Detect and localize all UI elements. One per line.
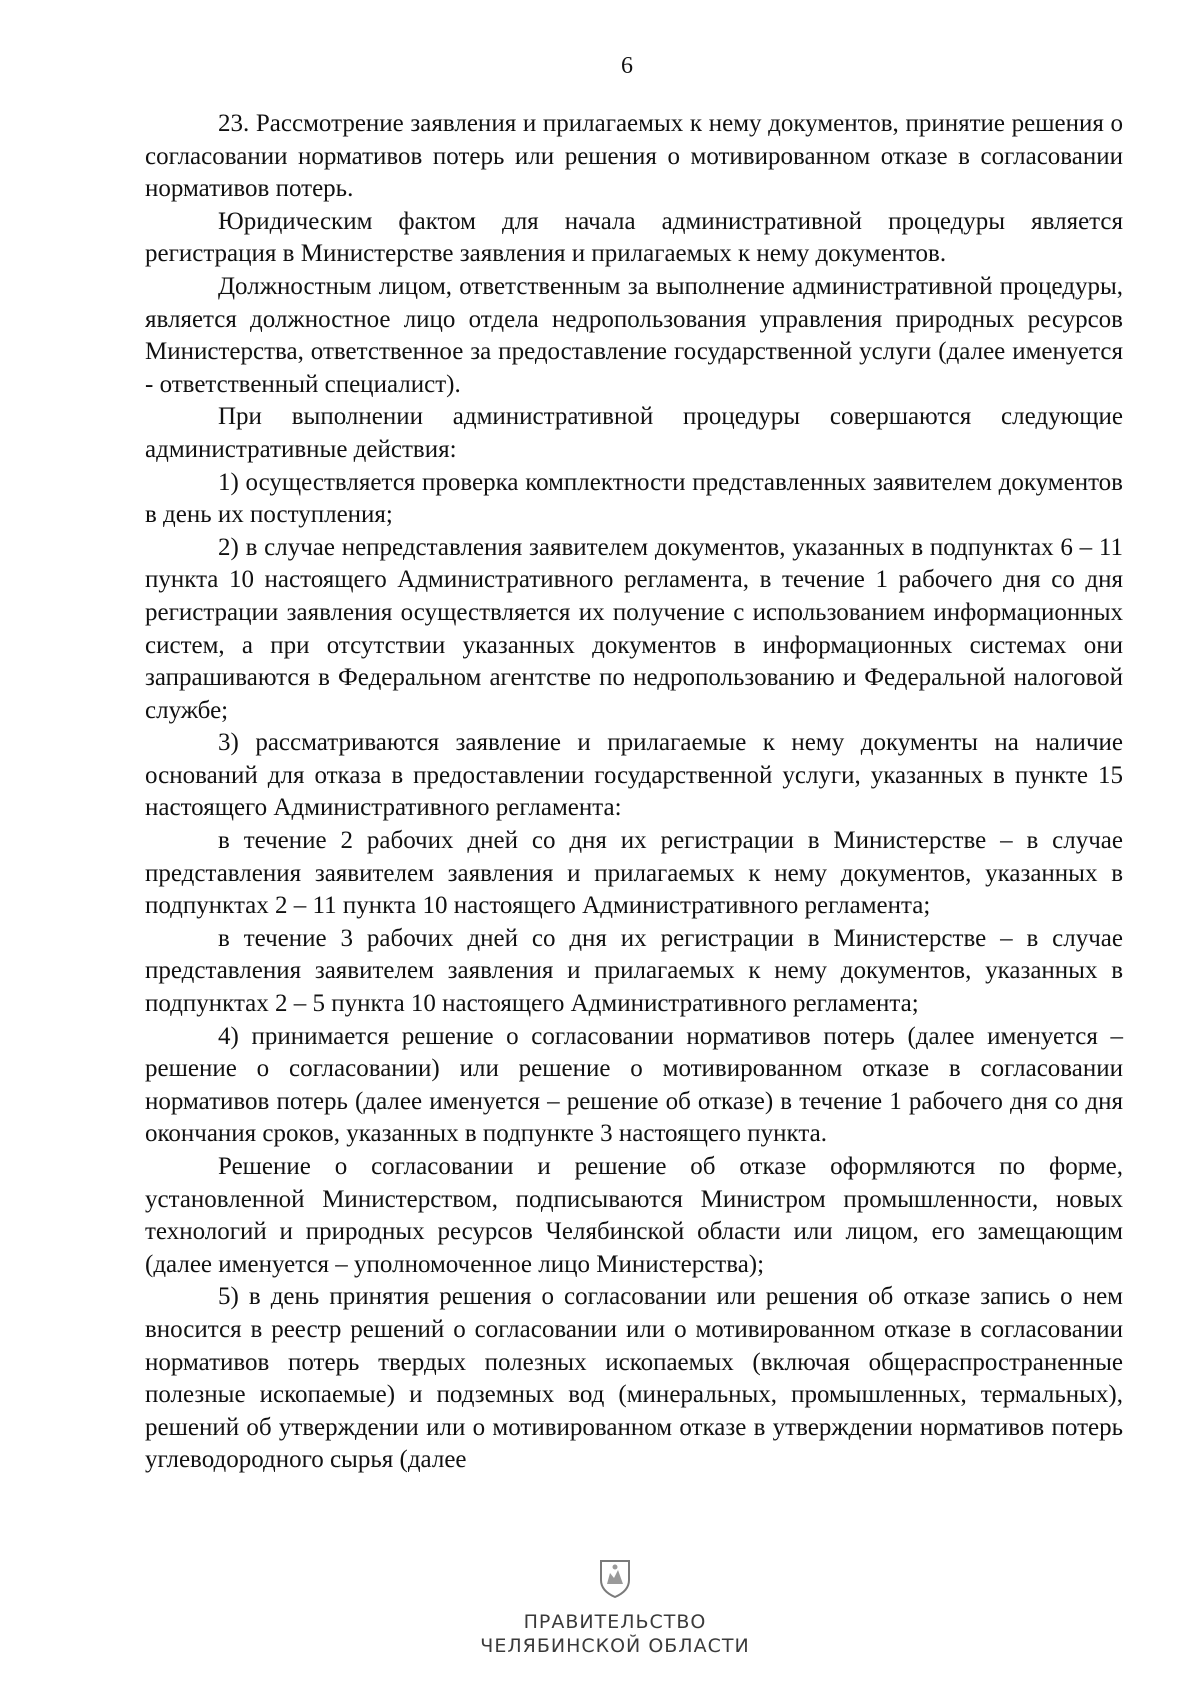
paragraph-item-2: 2) в случае непредставления заявителем документов, указанных в подпунктах 6 – 11 пункта 10 настоящего Административного регламента, в течение 1 рабочего дня со дня регистрации заявления осуществляется их получение с использованием информационных систем, а при отсутствии указанных документов в информационных системах они запрашиваются в Федеральном агентстве по недропользованию и Федеральной налоговой службе; [145,533,1123,724]
paragraph-item-3-term-3-days: в течение 3 рабочих дней со дня их регистрации в Министерстве – в случае представления заявителем заявления и прилагаемых к нему документов, указанных в подпунктах 2 – 5 пункта 10 настоящего Административного регламента; [145,924,1123,1018]
document-body [145,108,1123,1477]
paragraph-item-5: 5) в день принятия решения о согласовании или решения об отказе запись о нем вносится в реестр решений о согласовании или о мотивированном отказе в согласовании нормативов потерь твердых полезных ископаемых (включая общераспространенные полезные ископаемые) и подземных вод (минеральных, промышленных, термальных), решений об утверждении или о мотивированном отказе в утверждении нормативов потерь углеводородного сырья (далее [145,1283,1123,1474]
paragraph-item-3: 3) рассматриваются заявление и прилагаемые к нему документы на наличие оснований для отказа в предоставлении государственной услуги, указанных в пункте 15 настоящего Административного регламента: [145,729,1123,822]
paragraph-actions-intro: При выполнении административной процедуры совершаются следующие административные действия: [145,403,1123,463]
government-stamp [455,1558,775,1668]
paragraph-item-4: 4) принимается решение о согласовании нормативов потерь (далее именуется – решение о согласовании) или решение о мотивированном отказе в согласовании нормативов потерь (далее именуется – решение об отказе) в течение 1 рабочего дня со дня окончания сроков, указанных в подпункте 3 настоящего пункта. [145,1022,1123,1148]
page-number: 6 [621,53,633,79]
paragraph-legal-fact: Юридическим фактом для начала административной процедуры является регистрация в Министерстве заявления и прилагаемых к нему документов. [145,207,1123,268]
paragraph-responsible-official: Должностным лицом, ответственным за выполнение административной процедуры, является должностное лицо отдела недропользования управления природных ресурсов Министерства, ответственное за предоставление государственной услуги (далее именуется - ответственный специалист). [145,272,1123,398]
stamp-line-region: ЧЕЛЯБИНСКОЙ ОБЛАСТИ [480,1635,750,1657]
paragraph-item-1: 1) осуществляется проверка комплектности представленных заявителем документов в день их поступления; [145,468,1123,529]
coat-of-arms-icon [598,1558,632,1598]
paragraph-decision-form: Решение о согласовании и решение об отказе оформляются по форме, установленной Министерством, подписываются Министром промышленности, новых технологий и природных ресурсов Челябинской области или лицом, его замещающим (далее именуется – уполномоченное лицо Министерства); [145,1153,1123,1278]
paragraph-23-title: 23. Рассмотрение заявления и прилагаемых к нему документов, принятие решения о согласовании нормативов потерь или решения о мотивированном отказе в согласовании нормативов потерь. [145,110,1123,203]
stamp-line-government: ПРАВИТЕЛЬСТВО [523,1611,707,1633]
paragraph-item-3-term-2-days: в течение 2 рабочих дней со дня их регистрации в Министерстве – в случае представления заявителем заявления и прилагаемых к нему документов, указанных в подпунктах 2 – 11 пункта 10 настоящего Административного регламента; [145,827,1123,920]
